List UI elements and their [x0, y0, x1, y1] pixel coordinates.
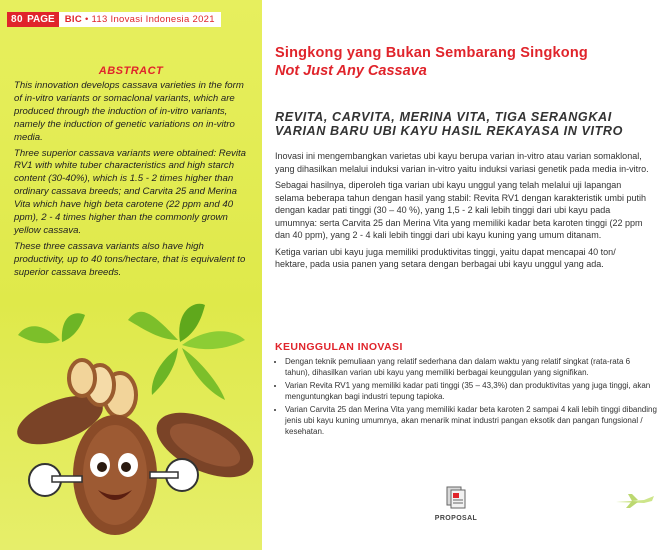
airplane-icon: [614, 492, 656, 510]
abstract-paragraph: Three superior cassava variants were obtained: Revita RV1 with white tuber characteristics and high starch content (30-40%), which is 1.5 - 2 times higher than ordinary cassava breeds; and Carvita 25 and Merina Vita which have high beta carotene (22 ppm and 40 ppm), 2 - 4 times higher than the commonly grown yellow cassava.: [14, 147, 246, 236]
page-number: 80: [7, 12, 27, 27]
keunggulan-heading: KEUNGGULAN INOVASI: [275, 341, 403, 353]
abstract-paragraph: This innovation develops cassava varieties in the form of in-vitro variants or somaclonal variants, which are produced through the induction of in-vitro variants, namely the induction of genetic variations on in-vitro media.: [14, 80, 244, 143]
cassava-mascot-illustration: [0, 300, 262, 550]
abstract-heading: ABSTRACT: [98, 65, 164, 77]
abstract-text: [14, 80, 254, 283]
book-brand: BIC: [64, 13, 82, 25]
list-item: • Varian Carvita 25 dan Merina Vita yang memiliki kadar beta karoten 2 sampai 4 kali lebih tinggi dibanding jenis ubi kayu kuning umumnya, akan menarik minat industri pangan eksotik dan pangan fungsional / kesehatan.: [285, 405, 657, 437]
abstract-panel: [0, 0, 262, 550]
list-item: • Varian Revita RV1 yang memiliki kadar pati tinggi (35 – 43,3%) dan produktivitas yang juga tinggi, akan menguntungkan bagi industri tepung tapioka.: [285, 381, 657, 402]
book-title-text: • 113 Inovasi Indonesia 2021: [84, 13, 215, 25]
article-paragraph: Ketiga varian ubi kayu juga memiliki produktivitas tinggi, yaitu dapat mencapai 40 ton/ hektare, pada usia panen yang setara dengan berbagai ubi kayu unggul yang ada.: [275, 246, 616, 269]
article-body: [275, 150, 650, 275]
article-paragraph: Inovasi ini mengembangkan varietas ubi kayu berupa varian in-vitro atau varian somaklonal, yang dihasilkan melalui induksi varian in-vitro yaitu induksi variasi genetik pada media in-vitro.: [275, 151, 649, 174]
article-title-english: Not Just Any Cassava: [275, 63, 427, 79]
article-headline: REVITA, CARVITA, MERINA VITA, TIGA SERANGKAI VARIAN BARU UBI KAYU HASIL REKAYASA IN VITRO: [275, 110, 624, 138]
article-title-indonesian: Singkong yang Bukan Sembarang Singkong: [275, 45, 588, 61]
proposal-label: PROPOSAL: [434, 515, 478, 522]
abstract-paragraph: These three cassava variants also have high productivity, up to 40 tons/hectare, that is equivalent to superior cassava breeds.: [14, 240, 246, 278]
article-paragraph: Sebagai hasilnya, diperoleh tiga varian ubi kayu unggul yang telah melalui uji lapangan selama beberapa tahun dengan hasil yang stabil: Revita RV1 dengan karakteristik umbi putih dengan kadar pati tinggi (30 – 40 %), yang 1,5 - 2 kali lebih tinggi dari ubi kayu pada umumnya: serta Carvita 25 dan Merina Vita yang memiliki kadar beta karoten tinggi (22 ppm dan 40 ppm), yang 2 - 4 kali lebih tinggi dari ubi kayu kuning yang umum ditanam.: [275, 180, 647, 240]
article-panel: [262, 0, 657, 550]
book-title: [59, 12, 221, 27]
page-header: [7, 10, 221, 28]
document-icon: [443, 484, 469, 510]
list-item: • Dengan teknik pemuliaan yang relatif sederhana dan dalam waktu yang relatif singkat (rata-rata 6 tahun), dihasilkan varian ubi kayu yang memiliki berbagai keunggulan yang signifikan.: [285, 357, 657, 378]
keunggulan-list: [275, 357, 657, 440]
page-word: PAGE: [27, 12, 59, 27]
